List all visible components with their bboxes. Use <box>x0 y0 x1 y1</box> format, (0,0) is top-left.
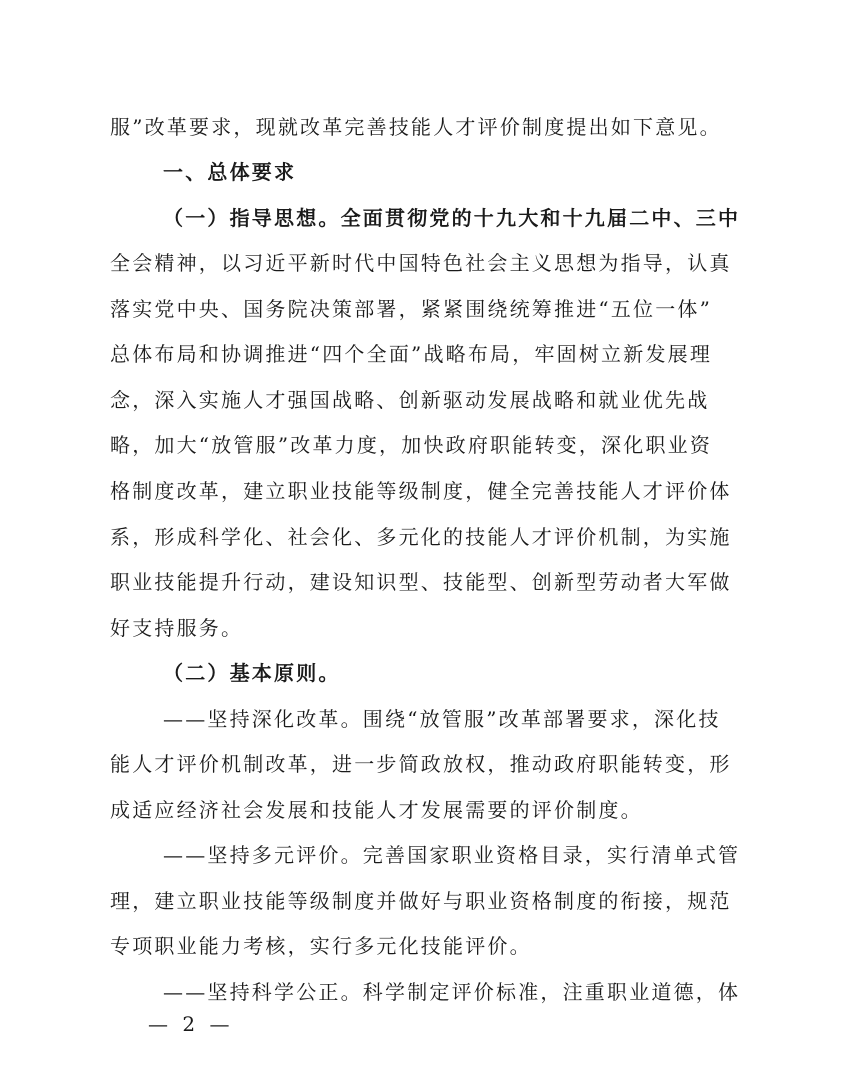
section-heading: 一、总体要求 <box>163 160 297 184</box>
paragraph-line: 系，形成科学化、社会化、多元化的技能人才评价机制，为实施 <box>110 525 732 549</box>
paragraph-line: ——坚持多元评价。完善国家职业资格目录，实行清单式管 <box>163 843 741 867</box>
paragraph-line: 总体布局和协调推进“四个全面”战略布局，牢固树立新发展理 <box>110 342 713 366</box>
paragraph-line: （一）指导思想。全面贯彻党的十九大和十九届二中、三中 <box>163 206 741 230</box>
paragraph-line: ——坚持深化改革。围绕“放管服”改革部署要求，深化技 <box>163 707 721 731</box>
page-number: — 2 — <box>148 1012 234 1036</box>
paragraph-line: 能人才评价机制改革，进一步简政放权，推动政府职能转变，形 <box>110 752 732 776</box>
subsection-heading: （二）基本原则。 <box>163 661 341 685</box>
paragraph-line: 全会精神，以习近平新时代中国特色社会主义思想为指导，认真 <box>110 251 732 275</box>
paragraph-line: 理，建立职业技能等级制度并做好与职业资格制度的衔接，规范 <box>110 889 732 913</box>
paragraph-line: ——坚持科学公正。科学制定评价标准，注重职业道德，体 <box>163 980 741 1004</box>
paragraph-line: 服”改革要求，现就改革完善技能人才评价制度提出如下意见。 <box>110 115 722 139</box>
paragraph-line: 略，加大“放管服”改革力度，加快政府职能转变，深化职业资 <box>110 433 713 457</box>
paragraph-line: 职业技能提升行动，建设知识型、技能型、创新型劳动者大军做 <box>110 570 732 594</box>
paragraph-line: 念，深入实施人才强国战略、创新驱动发展战略和就业优先战 <box>110 388 710 412</box>
paragraph-line: 专项职业能力考核，实行多元化技能评价。 <box>110 934 532 958</box>
paragraph-line: 好支持服务。 <box>110 616 244 640</box>
paragraph-line: 落实党中央、国务院决策部署，紧紧围绕统筹推进“五位一体” <box>110 297 713 321</box>
paragraph-line: 格制度改革，建立职业技能等级制度，健全完善技能人才评价体 <box>110 479 732 503</box>
paragraph-line: 成适应经济社会发展和技能人才发展需要的评价制度。 <box>110 798 643 822</box>
